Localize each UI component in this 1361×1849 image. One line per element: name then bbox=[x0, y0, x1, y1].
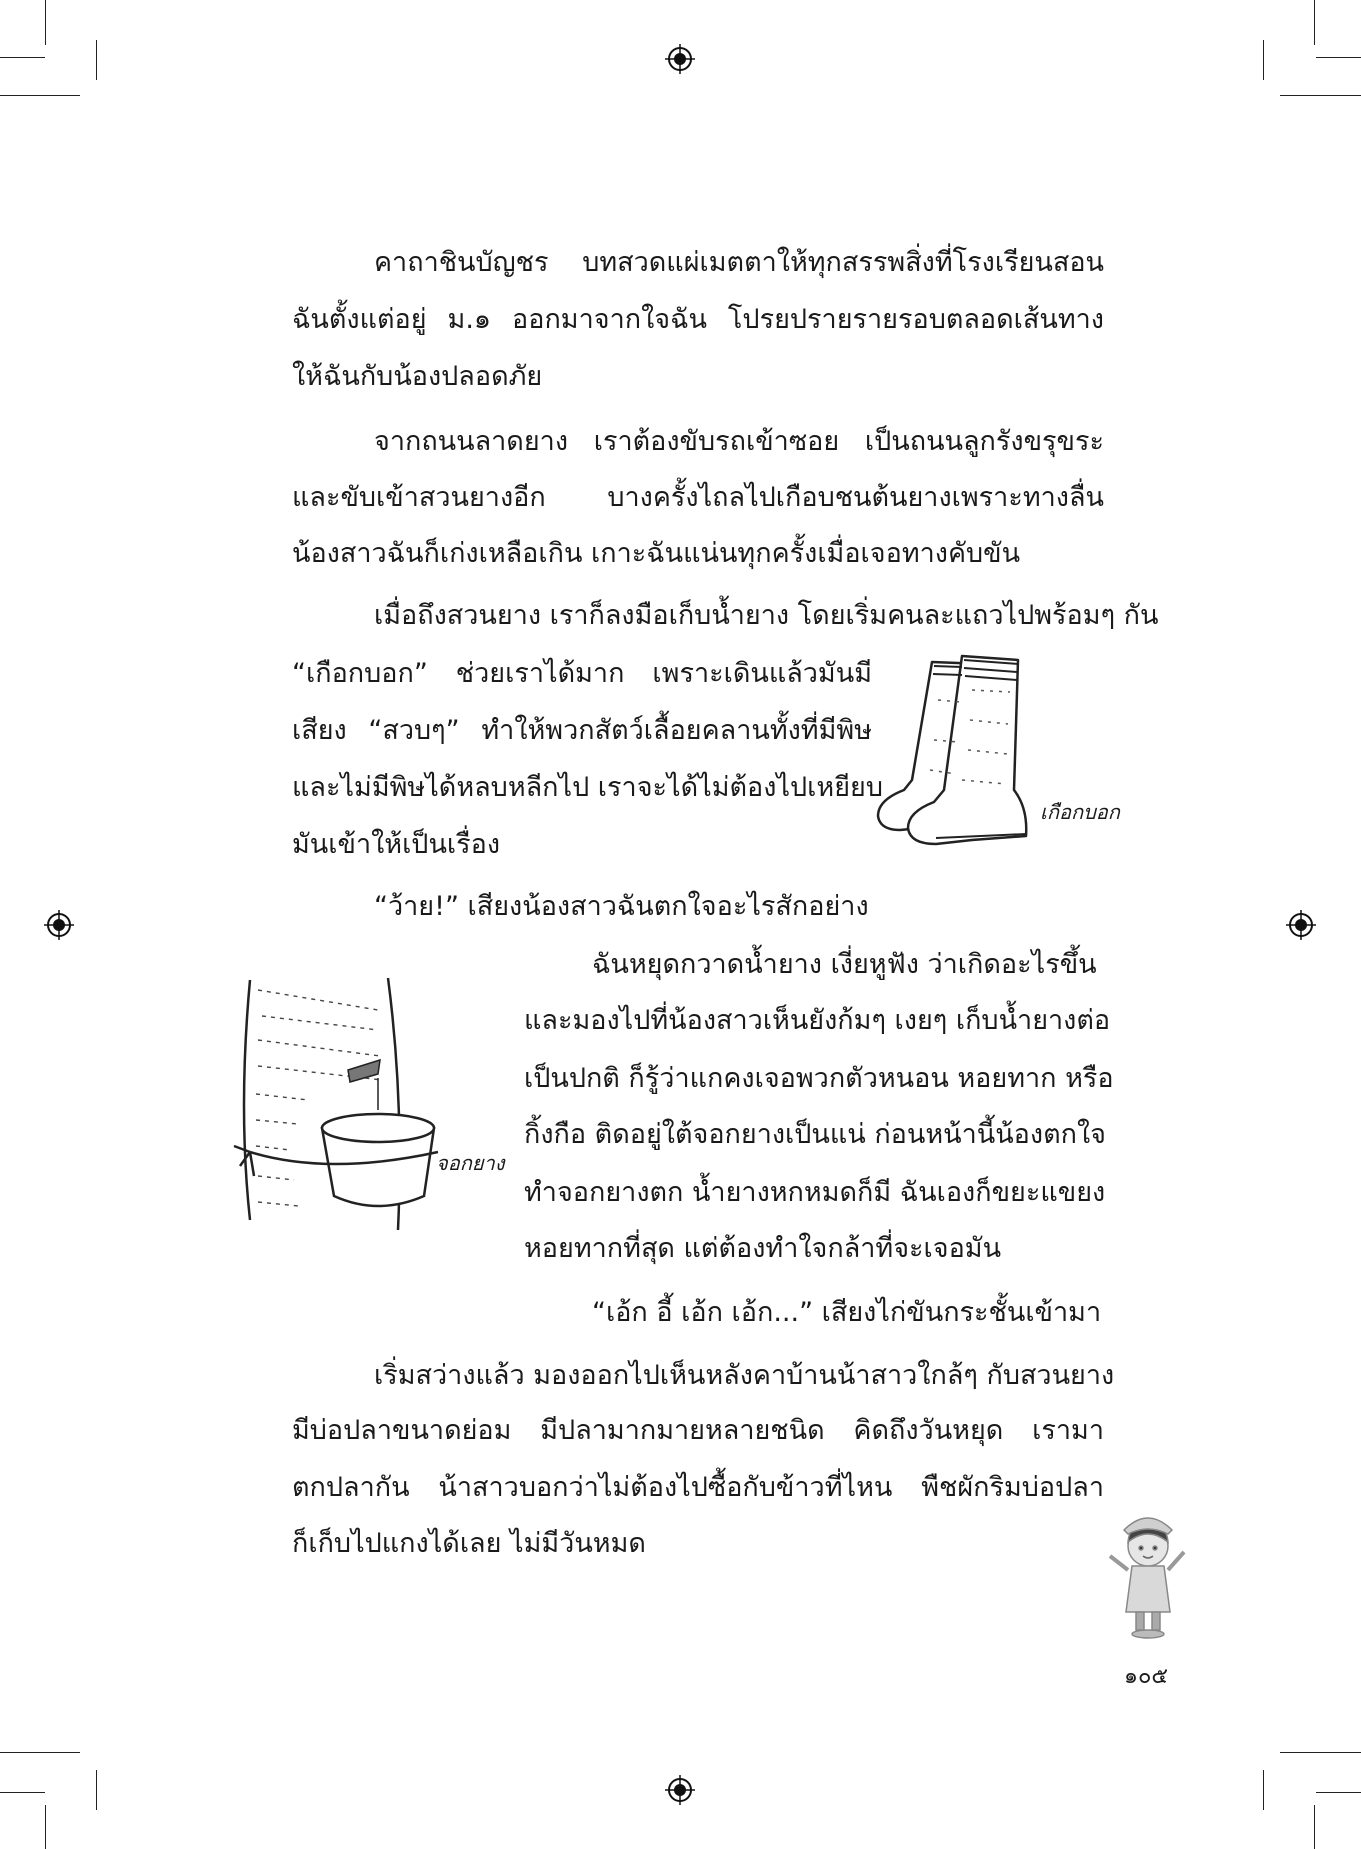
text-line: “เกือกบอก” ช่วยเราได้มาก เพราะเดินแล้วมันมี bbox=[292, 658, 872, 689]
crop-mark bbox=[1263, 40, 1264, 80]
crop-mark bbox=[45, 0, 46, 45]
text-line: ฉันหยุดกวาดน้ำยาง เงี่ยหูฟัง ว่าเกิดอะไรขึ้น bbox=[592, 949, 1097, 980]
text-line: ฉันตั้งแต่อยู่ ม.๑ ออกมาจากใจฉัน โปรยปรายรายรอบตลอดเส้นทาง bbox=[292, 304, 1104, 335]
text-line: ทำจอกยางตก น้ำยางหกหมดก็มี ฉันเองก็ขยะแขยง bbox=[524, 1177, 1106, 1208]
crop-mark bbox=[96, 40, 97, 80]
crop-mark bbox=[96, 1770, 97, 1810]
text-line: กิ้งกือ ติดอยู่ใต้จอกยางเป็นแน่ ก่อนหน้านี้น้องตกใจ bbox=[524, 1119, 1106, 1150]
crop-mark bbox=[1314, 1805, 1315, 1849]
text-line: “เอ้ก อี้ เอ้ก เอ้ก...” เสียงไก่ขันกระชั้นเข้ามา bbox=[592, 1297, 1102, 1328]
crop-mark bbox=[1314, 0, 1315, 45]
registration-mark-icon bbox=[44, 910, 74, 940]
crop-mark bbox=[0, 95, 80, 96]
text-line: เริ่มสว่างแล้ว มองออกไปเห็นหลังคาบ้านน้าสาวใกล้ๆ กับสวนยาง bbox=[374, 1360, 1115, 1391]
girl-mascot-illustration bbox=[1108, 1508, 1188, 1640]
text-line: น้องสาวฉันก็เก่งเหลือเกิน เกาะฉันแน่นทุกครั้งเมื่อเจอทางคับขัน bbox=[292, 538, 1021, 569]
text-line: ตกปลากัน น้าสาวบอกว่าไม่ต้องไปซื้อกับข้าวที่ไหน พืชผักริมบ่อปลา bbox=[292, 1472, 1104, 1503]
text-line: ให้ฉันกับน้องปลอดภัย bbox=[292, 361, 543, 392]
registration-mark-icon bbox=[665, 1775, 695, 1805]
crop-mark bbox=[0, 1792, 45, 1793]
crop-mark bbox=[1316, 1792, 1361, 1793]
crop-mark bbox=[1316, 57, 1361, 58]
text-line: เมื่อถึงสวนยาง เราก็ลงมือเก็บน้ำยาง โดยเริ่มคนละแถวไปพร้อมๆ กัน bbox=[374, 600, 1159, 631]
text-line: มีบ่อปลาขนาดย่อม มีปลามากมายหลายชนิด คิดถึงวันหยุด เรามา bbox=[292, 1415, 1104, 1446]
rubber-boots-illustration bbox=[872, 650, 1032, 850]
crop-mark bbox=[1263, 1770, 1264, 1810]
cup-caption: จอกยาง bbox=[436, 1151, 505, 1175]
text-line: “ว้าย!” เสียงน้องสาวฉันตกใจอะไรสักอย่าง bbox=[374, 891, 869, 922]
text-line: เป็นปกติ ก็รู้ว่าแกคงเจอพวกตัวหนอน หอยทาก หรือ bbox=[524, 1063, 1114, 1094]
text-line: และมองไปที่น้องสาวเห็นยังก้มๆ เงยๆ เก็บน้ำยางต่อ bbox=[524, 1005, 1111, 1036]
registration-mark-icon bbox=[1286, 910, 1316, 940]
text-line: คาถาชินบัญชร บทสวดแผ่เมตตาให้ทุกสรรพสิ่งที่โรงเรียนสอน bbox=[374, 247, 1104, 278]
crop-mark bbox=[0, 57, 45, 58]
crop-mark bbox=[0, 1752, 80, 1753]
registration-mark-icon bbox=[665, 44, 695, 74]
text-line: มันเข้าให้เป็นเรื่อง bbox=[292, 829, 501, 860]
text-line: จากถนนลาดยาง เราต้องขับรถเข้าซอย เป็นถนนลูกรังขรุขระ bbox=[374, 426, 1104, 457]
text-line: ก็เก็บไปแกงได้เลย ไม่มีวันหมด bbox=[292, 1528, 646, 1559]
text-line: หอยทากที่สุด แต่ต้องทำใจกล้าที่จะเจอมัน bbox=[524, 1233, 1002, 1264]
text-line: และขับเข้าสวนยางอีก บางครั้งไถลไปเกือบชนต้นยางเพราะทางลื่น bbox=[292, 482, 1104, 513]
crop-mark bbox=[1280, 95, 1361, 96]
text-line: และไม่มีพิษได้หลบหลีกไป เราจะได้ไม่ต้องไปเหยียบ bbox=[292, 772, 883, 803]
boots-caption: เกือกบอก bbox=[1040, 800, 1120, 824]
text-line: เสียง “สวบๆ” ทำให้พวกสัตว์เลื้อยคลานทั้งที่มีพิษ bbox=[292, 715, 872, 746]
crop-mark bbox=[1280, 1752, 1361, 1753]
page-number: ๑๐๕ bbox=[1124, 1664, 1169, 1689]
crop-mark bbox=[45, 1805, 46, 1849]
rubber-cup-illustration bbox=[228, 970, 498, 1260]
